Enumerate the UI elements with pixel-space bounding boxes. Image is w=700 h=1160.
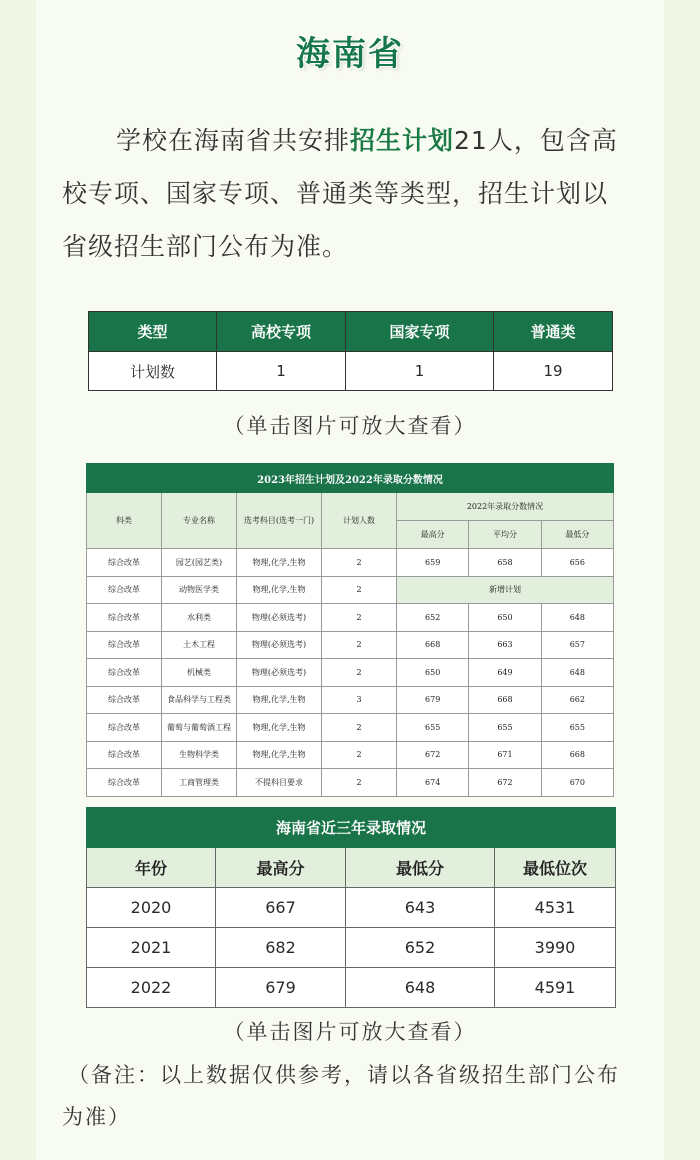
score-header-subjects: 选考科目(选考一门) [237,493,322,549]
cell: 综合改革 [87,604,162,632]
cell: 657 [541,631,613,659]
cell: 663 [469,631,541,659]
cell: 3 [322,686,397,714]
cell: 648 [541,659,613,687]
cell: 4591 [495,968,616,1008]
cell: 650 [397,659,469,687]
cell: 食品科学与工程类 [162,686,237,714]
cell: 643 [346,888,495,928]
plan-table [88,311,613,391]
table-row [87,631,614,659]
cell: 3990 [495,928,616,968]
cell: 2 [322,549,397,577]
table-row [87,769,614,797]
cell: 652 [346,928,495,968]
cell: 668 [541,741,613,769]
plan-header-national: 国家专项 [346,312,494,352]
cell: 650 [469,604,541,632]
plan-row-national: 1 [346,352,494,391]
history-header-min: 最低分 [346,848,495,888]
cell: 2 [322,576,397,604]
plan-table-header-row [89,312,613,352]
cell: 工商管理类 [162,769,237,797]
cell: 综合改革 [87,631,162,659]
cell: 综合改革 [87,686,162,714]
cell: 物理,化学,生物 [237,741,322,769]
history-header-rank: 最低位次 [495,848,616,888]
cell: 679 [216,968,346,1008]
cell: 2022 [87,968,216,1008]
cell: 动物医学类 [162,576,237,604]
score-header-group: 2022年录取分数情况 [397,493,614,521]
cell: 不提科目要求 [237,769,322,797]
cell: 物理(必须选考) [237,659,322,687]
history-table-caption: 海南省近三年录取情况 [87,808,616,848]
score-table [86,463,614,797]
cell: 674 [397,769,469,797]
score-header-plan: 计划人数 [322,493,397,549]
cell: 综合改革 [87,769,162,797]
score-subheader-max: 最高分 [397,521,469,549]
score-table-header-row [87,493,614,521]
cell: 综合改革 [87,576,162,604]
cell: 物理,化学,生物 [237,714,322,742]
cell: 机械类 [162,659,237,687]
table-row [87,659,614,687]
cell: 648 [541,604,613,632]
table-row [87,968,616,1008]
intro-text-before: 学校在海南省共安排 [116,126,351,155]
score-subheader-min: 最低分 [541,521,613,549]
plan-row-general: 19 [494,352,613,391]
table-row [87,686,614,714]
table-row [87,741,614,769]
score-table-image[interactable] [86,463,614,787]
plan-header-general: 普通类 [494,312,613,352]
cell: 4531 [495,888,616,928]
zoom-hint: （单击图片可放大查看） [223,1020,477,1044]
cell: 655 [397,714,469,742]
cell: 园艺(园艺类) [162,549,237,577]
cell: 668 [397,631,469,659]
cell: 葡萄与葡萄酒工程 [162,714,237,742]
cell: 物理(必须选考) [237,604,322,632]
cell: 综合改革 [87,741,162,769]
history-header-year: 年份 [87,848,216,888]
cell: 物理,化学,生物 [237,576,322,604]
cell: 2 [322,659,397,687]
cell: 物理,化学,生物 [237,686,322,714]
cell: 672 [469,769,541,797]
cell: 648 [346,968,495,1008]
table-row [87,928,616,968]
cell: 综合改革 [87,659,162,687]
cell: 662 [541,686,613,714]
cell: 土木工程 [162,631,237,659]
cell: 综合改革 [87,714,162,742]
zoom-hint: （单击图片可放大查看） [223,414,477,438]
plan-row-university: 1 [217,352,346,391]
cell: 652 [397,604,469,632]
cell: 2 [322,769,397,797]
cell: 2 [322,604,397,632]
disclaimer-note: （备注：以上数据仅供参考，请以各省级招生部门公布为准） [62,1063,620,1129]
cell: 生物科学类 [162,741,237,769]
cell: 2 [322,631,397,659]
plan-header-type: 类型 [89,312,217,352]
cell: 658 [469,549,541,577]
cell: 667 [216,888,346,928]
plan-table-row [89,352,613,391]
plan-header-university: 高校专项 [217,312,346,352]
history-header-max: 最高分 [216,848,346,888]
cell: 655 [469,714,541,742]
intro-paragraph [62,114,632,273]
cell: 682 [216,928,346,968]
plan-row-label: 计划数 [89,352,217,391]
page-title: 海南省 [296,34,404,74]
cell: 物理(必须选考) [237,631,322,659]
score-subheader-avg: 平均分 [469,521,541,549]
cell: 679 [397,686,469,714]
intro-text-after: 21人，包含高校专项、国家专项、普通类等类型，招生计划以省级招生部门公布为准。 [62,126,618,261]
score-table-caption: 2023年招生计划及2022年录取分数情况 [87,464,614,493]
cell: 物理,化学,生物 [237,549,322,577]
cell: 水利类 [162,604,237,632]
history-table-header-row [87,848,616,888]
cell: 670 [541,769,613,797]
cell: 671 [469,741,541,769]
cell: 659 [397,549,469,577]
cell: 2021 [87,928,216,968]
table-row [87,576,614,604]
history-table[interactable] [86,807,616,1008]
new-plan-label: 新增计划 [397,576,614,604]
score-header-category: 科类 [87,493,162,549]
table-row [87,714,614,742]
table-row [87,888,616,928]
table-row [87,604,614,632]
cell: 655 [541,714,613,742]
cell: 656 [541,549,613,577]
cell: 649 [469,659,541,687]
score-header-major: 专业名称 [162,493,237,549]
cell: 2 [322,714,397,742]
cell: 672 [397,741,469,769]
intro-highlight: 招生计划 [350,126,455,155]
cell: 668 [469,686,541,714]
cell: 2020 [87,888,216,928]
table-row [87,549,614,577]
cell: 2 [322,741,397,769]
cell: 综合改革 [87,549,162,577]
